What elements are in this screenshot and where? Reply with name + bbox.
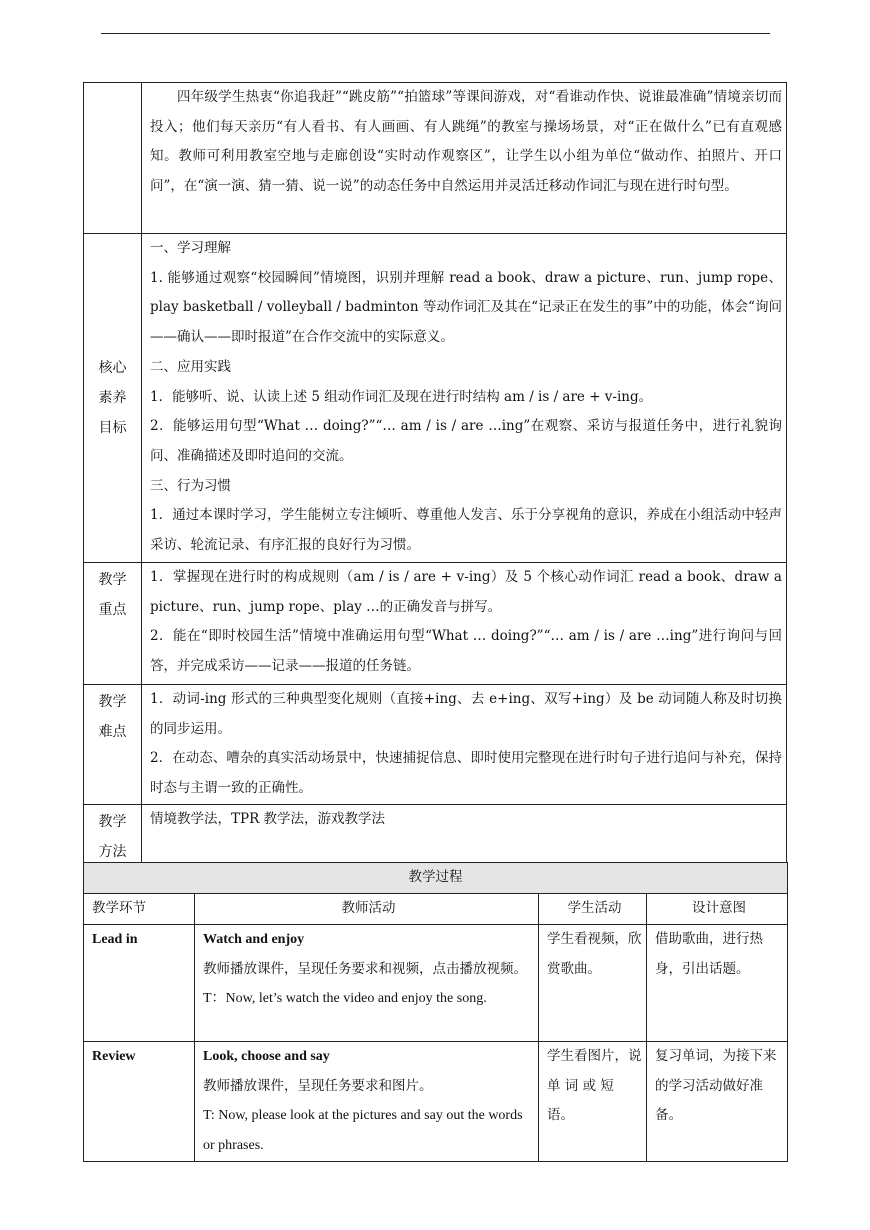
intro-label-cell: [84, 83, 142, 234]
teacher-activity-title: Watch and enjoy: [203, 932, 305, 947]
student-activity: 学生看视频，欣赏歌曲。: [547, 931, 642, 977]
teacher-speech: T：Now, let’s watch the video and enjoy the song.: [203, 991, 487, 1007]
goals-row: [84, 234, 787, 563]
student-cell: [539, 1042, 647, 1162]
goals-item-2: 1．能够听、说、认读上述 5 组动作词汇及现在进行时结构 am / is / are + v-ing。: [150, 388, 653, 405]
goals-heading-2: 二、应用实践: [150, 358, 231, 375]
goals-item-3: 2．能够运用句型“What … doing?”“… am / is / are …ing”在观察、采访与报道任务中，进行礼貌询问、准确描述及即时追问的交流。: [150, 418, 782, 464]
student-activity: 学生看图片，说 单 词 或 短 语。: [547, 1048, 642, 1124]
teacher-activity-desc: 教师播放课件，呈现任务要求和图片。: [203, 1077, 433, 1094]
table-row: [84, 925, 788, 1042]
col-intent-header: 设计意图: [647, 894, 788, 925]
key-point-1: 1．掌握现在进行时的构成规则（am / is / are + v-ing）及 5 个核心动作词汇 read a book、draw a picture、run、jump rope、play …的正确发音与拼写。: [150, 569, 782, 615]
stage-name: Lead in: [92, 932, 138, 947]
design-intent: 借助歌曲，进行热身，引出话题。: [655, 931, 763, 977]
teacher-cell: [195, 925, 539, 1042]
teacher-activity-title: Look, choose and say: [203, 1049, 330, 1064]
key-point-2: 2．能在“即时校园生活”情境中准确运用句型“What … doing?”“… am / is / are …ing”进行询问与回答，并完成采访——记录——报道的任务链。: [150, 628, 782, 675]
methods-text: 情境教学法，TPR 教学法，游戏教学法: [150, 810, 386, 827]
goals-heading-1: 一、学习理解: [150, 240, 231, 256]
difficulties-label: 教学 难点: [84, 685, 142, 805]
goals-heading-3: 三、行为习惯: [150, 477, 231, 494]
goals-content: [142, 234, 787, 563]
key-points-label: 教学 重点: [84, 563, 142, 685]
intro-text: 四年级学生热衷“你追我赶”“跳皮筋”“拍篮球”等课间游戏，对“看谁动作快、说谁最准确”情境亲切而投入；他们每天亲历“有人看书、有人画画、有人跳绳”的教室与操场场景，对“正在做什么”已有直观感知。教师可利用教室空地与走廊创设“实时动作观察区”，让学生以小组为单位“做动作、拍照片、开口问”，在“演一演、猜一猜、说一说”的动态任务中自然运用并灵活迁移动作词汇与现在进行时句型。: [150, 89, 782, 195]
stage-name: Review: [92, 1049, 136, 1064]
key-points-content: [142, 563, 787, 685]
header-rule: [101, 33, 770, 34]
methods-label: 教学 方法: [84, 804, 142, 867]
col-teacher-header: 教师活动: [195, 894, 539, 925]
stage-cell: [84, 1042, 195, 1162]
student-cell: [539, 925, 647, 1042]
goals-item-1: 1. 能够通过观察“校园瞬间”情境图，识别并理解 read a book、draw a picture、run、jump rope、play basketball / volleyball / badminton 等动作词汇及其在“记录正在发生的事”中的功能，体会“询问——确认——即时报道”在合作交流中的实际意义。: [150, 269, 782, 346]
process-table: [83, 862, 788, 1162]
goals-label: 核心 素养 目标: [84, 234, 142, 563]
design-intent: 复习单词，为接下来的学习活动做好准备。: [655, 1048, 777, 1124]
table-row: [84, 1042, 788, 1162]
col-student-header: 学生活动: [539, 894, 647, 925]
intent-cell: [647, 925, 788, 1042]
teacher-cell: [195, 1042, 539, 1162]
methods-content: [142, 804, 787, 867]
intro-row: [84, 83, 787, 234]
difficulties-content: [142, 685, 787, 805]
process-header-row: [84, 894, 788, 925]
process-title-row: [84, 863, 788, 894]
methods-row: [84, 804, 787, 867]
difficulty-1: 1．动词-ing 形式的三种典型变化规则（直接+ing、去 e+ing、双写+ing）及 be 动词随人称及时切换的同步运用。: [150, 691, 782, 737]
lesson-plan-table: [83, 82, 787, 868]
intro-content: [142, 83, 787, 234]
goals-item-4: 1．通过本课时学习，学生能树立专注倾听、尊重他人发言、乐于分享视角的意识，养成在小组活动中轻声采访、轮流记录、有序汇报的良好行为习惯。: [150, 507, 782, 554]
teacher-activity-desc: 教师播放课件，呈现任务要求和视频，点击播放视频。: [203, 960, 527, 977]
stage-cell: [84, 925, 195, 1042]
key-points-row: [84, 563, 787, 685]
intent-cell: [647, 1042, 788, 1162]
col-stage-header: 教学环节: [84, 894, 195, 925]
difficulties-row: [84, 685, 787, 805]
teacher-speech: T: Now, please look at the pictures and say out the words or phrases.: [203, 1108, 523, 1154]
process-title: 教学过程: [84, 863, 788, 894]
difficulty-2: 2．在动态、嘈杂的真实活动场景中，快速捕捉信息、即时使用完整现在进行时句子进行追问与补充，保持时态与主谓一致的正确性。: [150, 750, 782, 797]
